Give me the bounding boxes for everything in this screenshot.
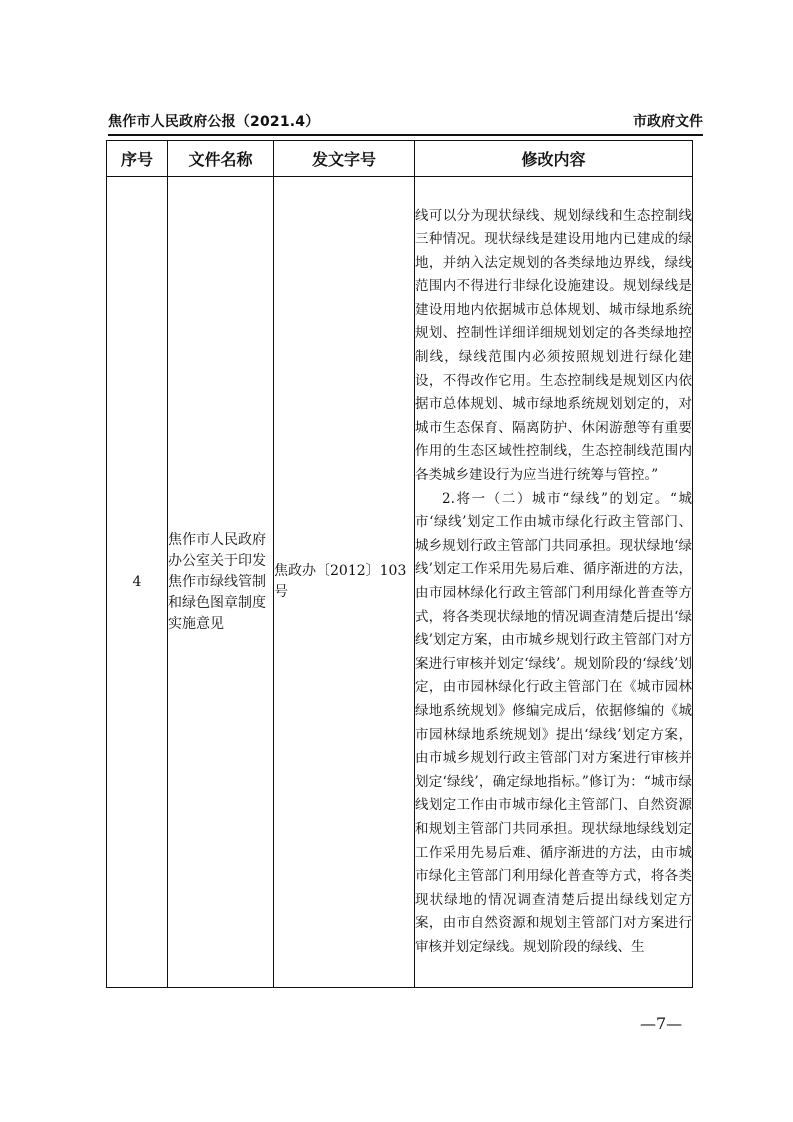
cell-document-name: 焦作市人民政府办公室关于印发焦作市绿线管制和绿色图章制度实施意见 — [168, 177, 274, 988]
content-paragraph-2: 2.将一（二）城市“绿线”的划定。“城市‘绿线’划定工作由城市绿化行政主管部门、城乡规划行政主管部门共同承担。现状绿地‘绿线’划定工作采用先易后难、循序渐进的方法，由市园林绿化行政主管部门利用绿化普查等方式，将各类现状绿地的情况调查清楚后提出‘绿线’划定方案，由市城乡规划行政主管部门对方案进行审核并划定‘绿线’。规划阶段的‘绿线’划定，由市园林绿化行政主管部门在《城市园林绿地系统规划》修编完成后，依据修编的《城市园林绿地系统规划》提出‘绿线’划定方案，由市城乡规划行政主管部门对方案进行审核并划定‘绿线’，确定绿地指标。”修订为：“城市绿线划定工作由市城市绿化主管部门、自然资源和规划主管部门共同承担。现状绿地绿线划定工作采用先易后难、循序渐进的方法，由市城市绿化主管部门利用绿化普查等方式，将各类现状绿地的情况调查清楚后提出绿线划定方案，由市自然资源和规划主管部门对方案进行审核并划定绿线。规划阶段的绿线、生 — [415, 490, 692, 955]
content-paragraph-1: 线可以分为现状绿线、规划绿线和生态控制线三种情况。现状绿线是建设用地内已建成的绿地，并纳入法定规划的各类绿地边界线，绿线范围内不得进行非绿化设施建设。规划绿线是建设用地内依据城市总体规划、城市绿地系统规划、控制性详细详细规划划定的各类绿地控制线，绿线范围内必须按照规划进行绿化建设，不得改作它用。生态控制线是规划区内依据市总体规划、城市绿地系统规划划定的，对城市生态保育、隔离防护、休闲游憩等有重要作用的生态区域性控制线，生态控制线范围内各类城乡建设行为应当进行统筹与管控。” — [415, 207, 692, 484]
cell-seq: 4 — [107, 177, 168, 988]
header-doc-no: 发文字号 — [274, 141, 415, 177]
page-header — [108, 111, 703, 133]
header-rule — [108, 134, 703, 136]
header-content: 修改内容 — [415, 141, 693, 177]
revision-table — [106, 140, 693, 988]
section-title: 市政府文件 — [633, 114, 703, 130]
header-seq: 序号 — [107, 141, 168, 177]
header-name: 文件名称 — [168, 141, 274, 177]
table-header-row — [107, 141, 693, 177]
cell-revision-content — [415, 177, 693, 988]
page-number: —7— — [640, 1014, 683, 1033]
cell-document-number: 焦政办〔2012〕103号 — [274, 177, 415, 988]
table-row — [107, 177, 693, 988]
publication-title: 焦作市人民政府公报（2021.4） — [108, 114, 320, 130]
